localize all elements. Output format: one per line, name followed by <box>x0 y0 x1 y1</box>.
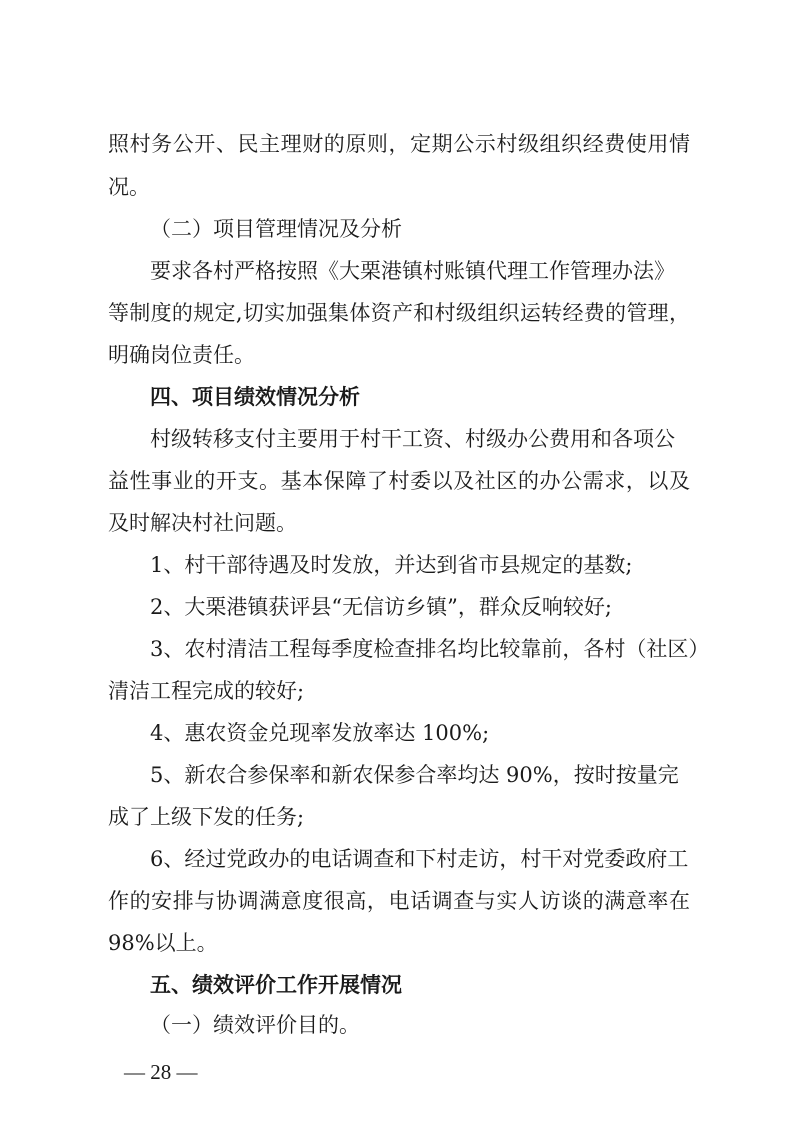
paragraph-line: 况。 <box>108 175 150 199</box>
paragraph-line: 明确岗位责任。 <box>108 343 255 367</box>
list-item: 4、惠农资金兑现率发放率达 100%; <box>150 721 490 745</box>
list-item: 6、经过党政办的电话调查和下村走访，村干对党委政府工 <box>150 847 689 871</box>
list-item: 5、新农合参保率和新农保参合率均达 90%，按时按量完 <box>150 763 679 787</box>
paragraph-line: 要求各村严格按照《大栗港镇村账镇代理工作管理办法》 <box>150 259 675 283</box>
paragraph-line: 村级转移支付主要用于村干工资、村级办公费用和各项公 <box>150 427 675 451</box>
page-number: — 28 — <box>124 1060 198 1084</box>
list-item-continuation: 98%以上。 <box>108 931 218 955</box>
list-item: 2、大栗港镇获评县“无信访乡镇”，群众反响较好; <box>150 595 612 619</box>
list-item-continuation: 作的安排与协调满意度很高，电话调查与实人访谈的满意率在 <box>108 889 690 913</box>
paragraph-line: 及时解决村社问题。 <box>108 511 297 535</box>
paragraph-line: 照村务公开、民主理财的原则，定期公示村级组织经费使用情 <box>108 132 690 156</box>
section-subheading: （一）绩效评价目的。 <box>150 1013 360 1037</box>
section-heading: 四、项目绩效情况分析 <box>150 385 360 409</box>
list-item-continuation: 清洁工程完成的较好; <box>108 679 305 703</box>
list-item: 3、农村清洁工程每季度检查排名均比较靠前，各村（社区） <box>150 637 710 661</box>
list-item: 1、村干部待遇及时发放，并达到省市县规定的基数; <box>150 553 633 577</box>
list-item-continuation: 成了上级下发的任务; <box>108 805 305 829</box>
section-heading: 五、绩效评价工作开展情况 <box>150 973 402 997</box>
section-subheading: （二）项目管理情况及分析 <box>150 217 402 241</box>
paragraph-line: 益性事业的开支。基本保障了村委以及社区的办公需求，以及 <box>108 469 690 493</box>
paragraph-line: 等制度的规定,切实加强集体资产和村级组织运转经费的管理， <box>108 301 690 325</box>
